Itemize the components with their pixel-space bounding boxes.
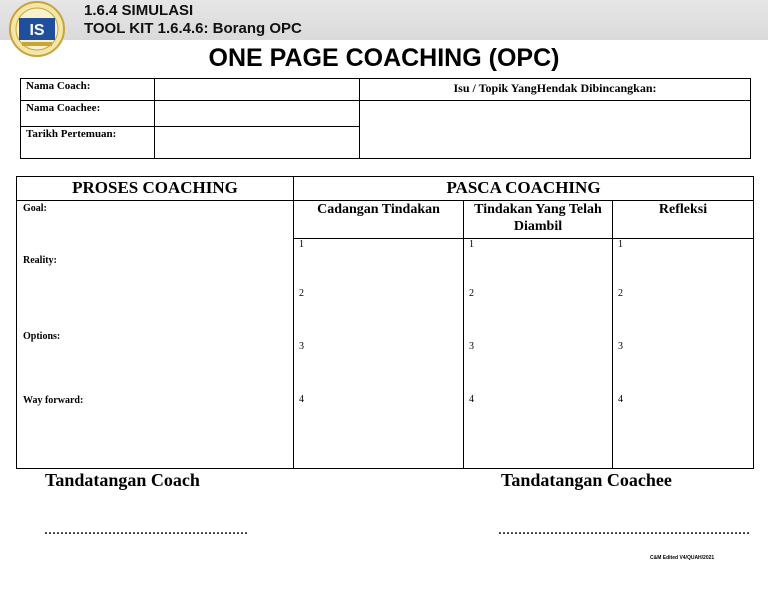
item-number: 1 (618, 239, 623, 250)
refleksi-header: Refleksi (613, 201, 754, 239)
logo-text: IS (29, 22, 45, 39)
coach-signature-line[interactable]: …………………………………………… (44, 523, 248, 537)
coach-name-label: Nama Coach: (21, 79, 155, 101)
goal-label: Goal: (23, 203, 47, 214)
refleksi-cell[interactable] (613, 239, 754, 469)
item-number: 3 (618, 341, 623, 352)
cadangan-tindakan-cell[interactable] (294, 239, 464, 469)
pasca-coaching-header: PASCA COACHING (294, 177, 754, 201)
item-number: 1 (299, 239, 304, 250)
meeting-date-label: Tarikh Pertemuan: (21, 127, 155, 159)
issue-topic-label: Isu / Topik YangHendak Dibincangkan: (360, 79, 751, 101)
tindakan-diambil-header: Tindakan Yang Telah Diambil (464, 201, 613, 239)
item-number: 4 (469, 394, 474, 405)
coachee-signature-line[interactable]: ……………………………………………………… (498, 523, 750, 537)
item-number: 1 (469, 239, 474, 250)
options-label: Options: (23, 331, 61, 342)
issue-topic-field[interactable] (360, 101, 751, 159)
item-number: 2 (469, 288, 474, 299)
header-line-2: TOOL KIT 1.6.4.6: Borang OPC (84, 20, 302, 37)
meeting-date-field[interactable] (155, 127, 360, 159)
reality-label: Reality: (23, 255, 57, 266)
info-table (20, 78, 751, 159)
item-number: 3 (469, 341, 474, 352)
proses-coaching-header: PROSES COACHING (17, 177, 294, 201)
item-number: 3 (299, 341, 304, 352)
item-number: 4 (299, 394, 304, 405)
coachee-name-field[interactable] (155, 101, 360, 127)
header-line-1: 1.6.4 SIMULASI (84, 2, 194, 19)
coach-name-field[interactable] (155, 79, 360, 101)
coach-signature-label: Tandatangan Coach (45, 470, 200, 490)
way-forward-label: Way forward: (23, 395, 84, 406)
page-title: ONE PAGE COACHING (OPC) (208, 44, 560, 72)
credit-text: C&M Edited V4/QUAH/2021 (650, 555, 715, 561)
item-number: 4 (618, 394, 623, 405)
coachee-signature-label: Tandatangan Coachee (501, 470, 672, 490)
coaching-table (16, 176, 754, 469)
tindakan-diambil-cell[interactable] (464, 239, 613, 469)
item-number: 2 (299, 288, 304, 299)
item-number: 2 (618, 288, 623, 299)
cadangan-tindakan-header: Cadangan Tindakan (294, 201, 464, 239)
proses-coaching-cell[interactable] (17, 201, 294, 469)
coachee-name-label: Nama Coachee: (21, 101, 155, 127)
